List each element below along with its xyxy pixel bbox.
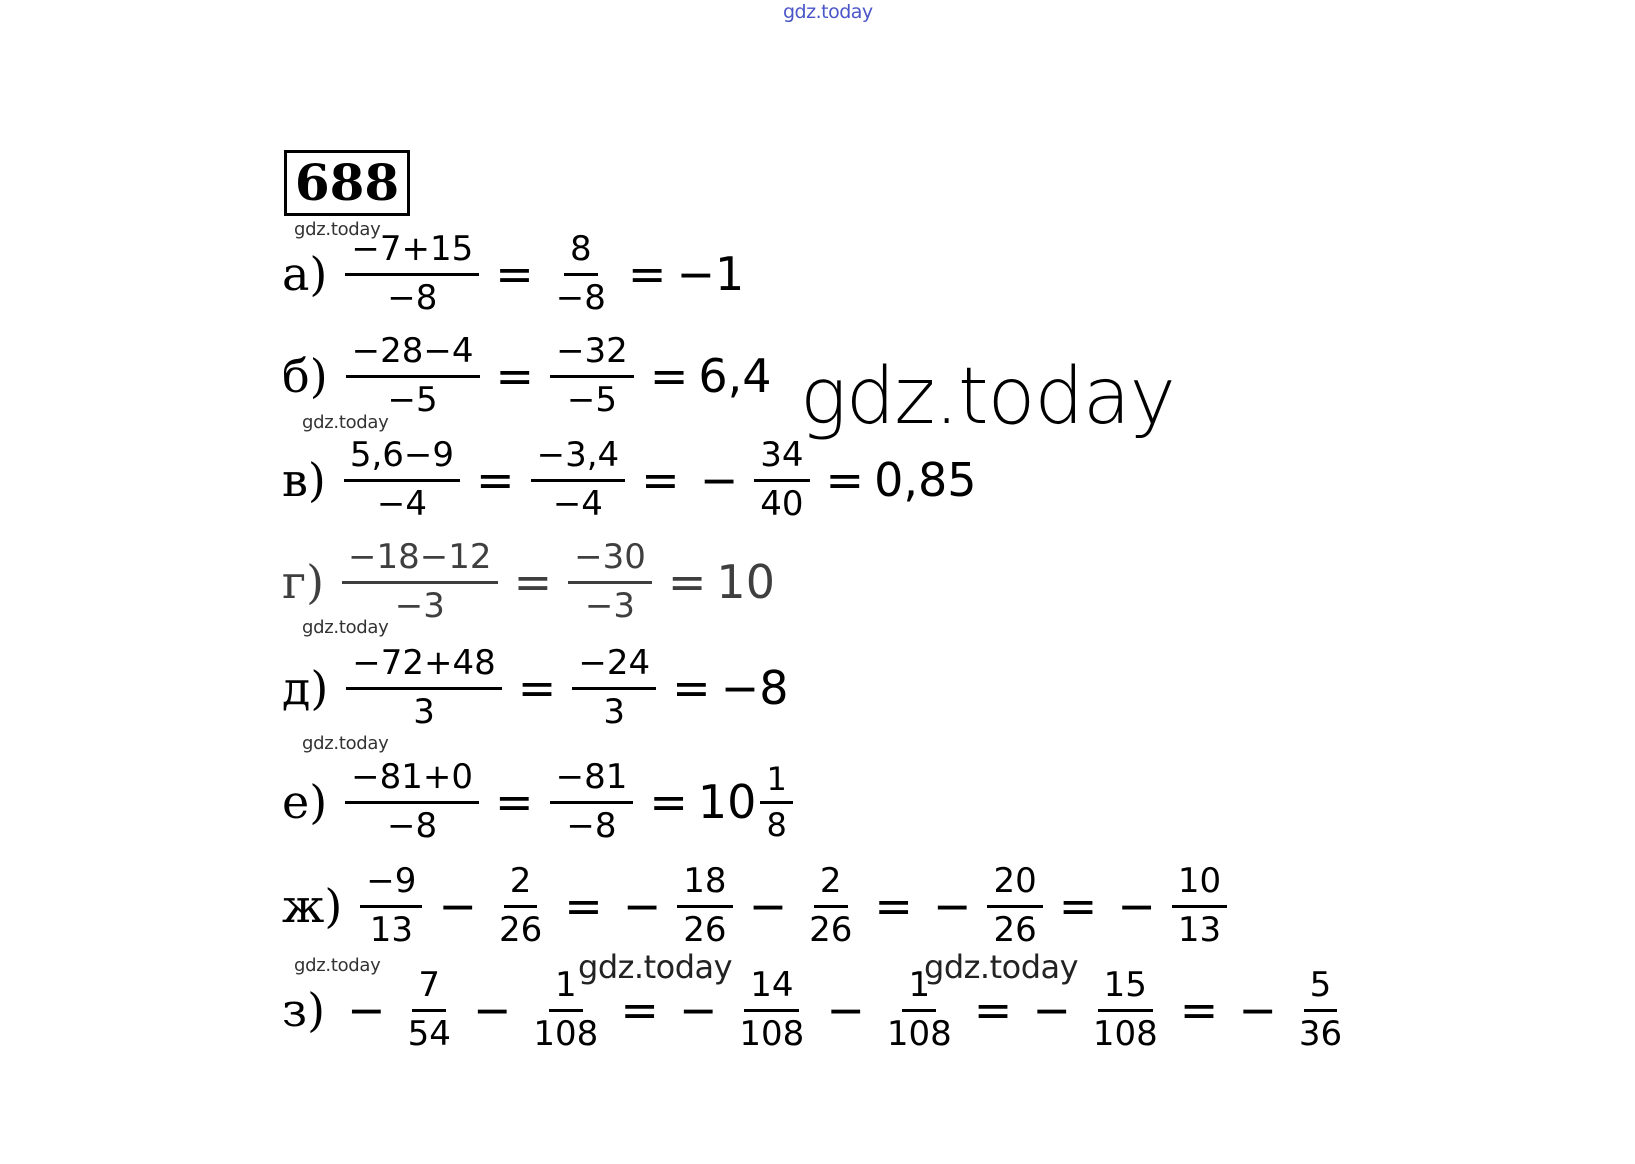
equals-sign: = [564,879,603,933]
fraction: $\frac{-81}{-8}$ [550,758,634,845]
fraction: $\frac{-30}{-3}$ [568,538,652,625]
watermark-small: gdz.today [302,617,389,638]
result: 6,4 [698,349,772,403]
problem-number: 688 [284,150,410,216]
watermark-small: gdz.today [302,412,389,433]
equals-sign: = [649,775,688,829]
watermark-medium: gdz.today [578,948,733,986]
solution-row-g [282,532,775,632]
equals-sign: = [495,247,534,301]
watermark-top: gdz.today [783,1,873,23]
solution-row-zh [282,856,1233,956]
equals-sign: = [874,879,913,933]
equals-sign: = [649,349,689,403]
equals-sign: = [495,775,534,829]
fraction: $\frac{34}{40}$ [754,436,809,523]
fraction: $\frac{2}{26}$ [498,861,543,950]
watermark-small: gdz.today [294,955,381,976]
item-label: з) [282,983,326,1037]
equals-sign: = [1058,879,1098,933]
watermark-medium: gdz.today [924,948,1079,986]
fraction: $\frac{1}{108}$ [533,965,599,1054]
fraction: $\frac{-3,4}{-4}$ [531,436,626,523]
equals-sign: = [476,453,515,507]
fraction: $\frac{1}{108}$ [886,965,952,1054]
equals-sign: = [517,661,557,715]
fraction: $\frac{-32}{-5}$ [550,332,634,419]
minus-sign: − [1238,983,1277,1037]
equals-sign: = [672,661,711,715]
result: 10 [716,555,775,609]
equals-sign: = [627,247,667,301]
result: −1 [676,247,745,301]
fraction: $\frac{7}{54}$ [407,965,451,1054]
equals-sign: = [620,983,659,1037]
minus-sign: − [826,983,865,1037]
item-label: а) [282,247,328,301]
minus-sign: − [699,453,739,507]
result: 0,85 [874,453,977,507]
fraction: $\frac{-7+15}{-8}$ [345,230,479,317]
equals-sign: = [495,349,535,403]
solution-row-d [282,638,788,738]
fraction: $\frac{10}{13}$ [1172,862,1227,949]
item-label: д) [282,661,329,715]
equals-sign: = [1179,983,1219,1037]
watermark-small: gdz.today [294,219,381,240]
watermark-small: gdz.today [302,733,389,754]
fraction: $\frac{-24}{3}$ [572,644,656,731]
item-label: е) [282,775,328,829]
minus-sign: − [932,879,972,933]
fraction: $\frac{8}{-8}$ [555,229,606,318]
item-label: ж) [282,879,343,933]
fraction: $\frac{-81+0}{-8}$ [345,758,479,845]
minus-sign: − [678,983,718,1037]
solution-row-z [282,960,1354,1060]
solution-row-e [282,752,799,852]
solution-row-a [282,224,744,324]
mixed-number-result: 10 $\frac{1}{8}$ [698,761,799,844]
equals-sign: = [825,453,865,507]
minus-sign: − [1117,879,1156,933]
minus-sign: − [438,879,477,933]
minus-sign: − [748,879,788,933]
fraction: $\frac{-9}{13}$ [360,862,422,949]
fraction: $\frac{2}{26}$ [809,861,853,950]
solution-row-v [282,430,976,530]
minus-sign: − [622,879,662,933]
equals-sign: = [641,453,680,507]
item-label: б) [282,349,328,403]
fraction: $\frac{18}{26}$ [677,862,732,949]
minus-sign: − [472,983,512,1037]
solution-row-b [282,326,772,426]
equals-sign: = [667,555,707,609]
minus-sign: − [347,983,386,1037]
equals-sign: = [513,555,553,609]
fraction: $\frac{-28-4}{-5}$ [346,332,480,419]
fraction: $\frac{5}{36}$ [1298,965,1343,1054]
watermark-large: gdz.today [800,352,1175,442]
fraction: $\frac{14}{108}$ [739,965,805,1054]
result: −8 [720,661,789,715]
fraction: $\frac{15}{108}$ [1092,965,1158,1054]
fraction: $\frac{20}{26}$ [987,862,1042,949]
fraction: $\frac{-72+48}{3}$ [346,644,502,731]
fraction: $\frac{5,6-9}{-4}$ [344,436,460,523]
item-label: г) [282,555,325,609]
equals-sign: = [973,983,1013,1037]
item-label: в) [282,453,326,507]
fraction: $\frac{-18-12}{-3}$ [342,538,498,625]
minus-sign: − [1032,983,1071,1037]
